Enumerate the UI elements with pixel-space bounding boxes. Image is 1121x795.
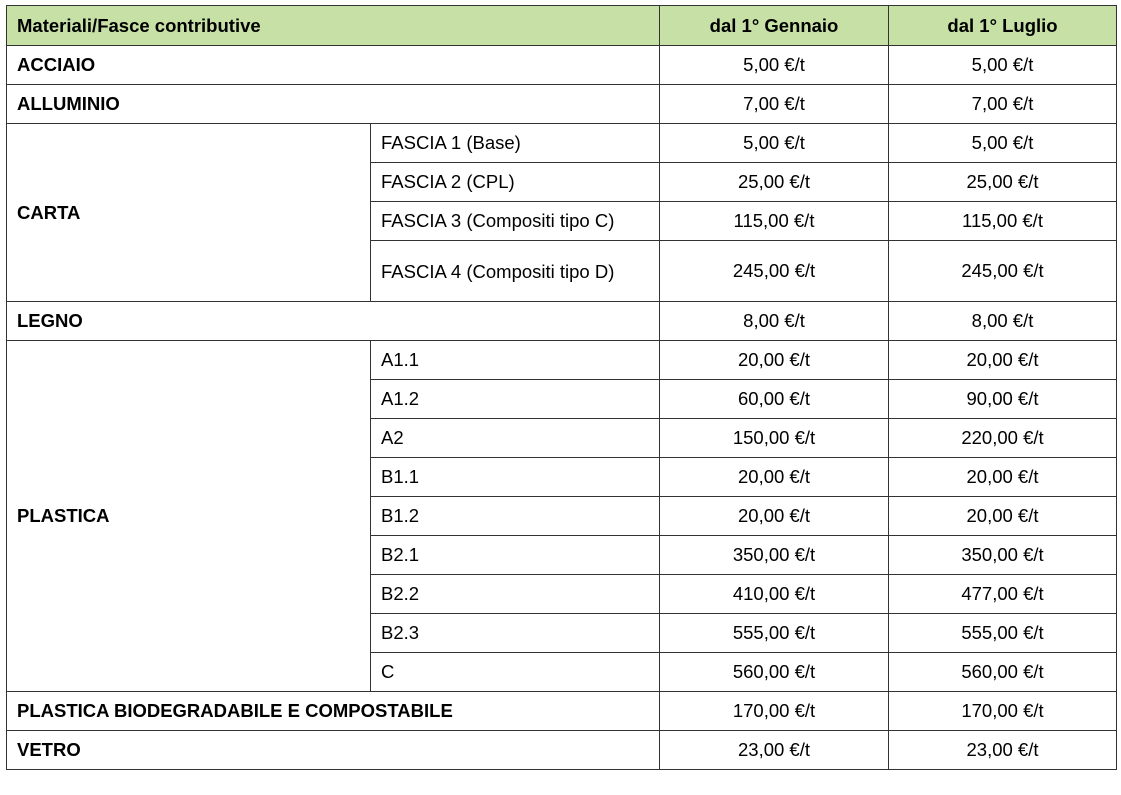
row-plastica-band <box>7 341 1117 380</box>
header-row <box>7 6 1117 46</box>
fee-july: 115,00 €/t <box>889 202 1117 241</box>
row-alluminio <box>7 85 1117 124</box>
fee-january: 115,00 €/t <box>660 202 889 241</box>
fee-january: 410,00 €/t <box>660 575 889 614</box>
band-label: B2.2 <box>371 575 660 614</box>
fee-january: 25,00 €/t <box>660 163 889 202</box>
fee-july: 20,00 €/t <box>889 497 1117 536</box>
fee-july: 245,00 €/t <box>889 241 1117 302</box>
fee-july: 555,00 €/t <box>889 614 1117 653</box>
band-label: A1.2 <box>371 380 660 419</box>
material-name: VETRO <box>7 731 660 770</box>
row-legno <box>7 302 1117 341</box>
band-label: FASCIA 1 (Base) <box>371 124 660 163</box>
material-name: ALLUMINIO <box>7 85 660 124</box>
fee-july: 23,00 €/t <box>889 731 1117 770</box>
fee-january: 170,00 €/t <box>660 692 889 731</box>
fee-january: 20,00 €/t <box>660 458 889 497</box>
fee-january: 560,00 €/t <box>660 653 889 692</box>
material-name: ACCIAIO <box>7 46 660 85</box>
row-plastica-biodegradabile <box>7 692 1117 731</box>
row-vetro <box>7 731 1117 770</box>
material-name: PLASTICA BIODEGRADABILE E COMPOSTABILE <box>7 692 660 731</box>
band-label: B1.1 <box>371 458 660 497</box>
fee-july: 5,00 €/t <box>889 46 1117 85</box>
fee-january: 150,00 €/t <box>660 419 889 458</box>
fee-january: 5,00 €/t <box>660 46 889 85</box>
header-materials: Materiali/Fasce contributive <box>7 6 660 46</box>
fee-january: 245,00 €/t <box>660 241 889 302</box>
fee-july: 350,00 €/t <box>889 536 1117 575</box>
fee-july: 20,00 €/t <box>889 341 1117 380</box>
fee-january: 20,00 €/t <box>660 341 889 380</box>
fee-january: 7,00 €/t <box>660 85 889 124</box>
band-label: B2.3 <box>371 614 660 653</box>
header-july: dal 1° Luglio <box>889 6 1117 46</box>
band-label: C <box>371 653 660 692</box>
fee-january: 5,00 €/t <box>660 124 889 163</box>
material-name: CARTA <box>7 124 371 302</box>
fee-july: 5,00 €/t <box>889 124 1117 163</box>
fee-january: 555,00 €/t <box>660 614 889 653</box>
band-label: A1.1 <box>371 341 660 380</box>
fee-july: 20,00 €/t <box>889 458 1117 497</box>
band-label: A2 <box>371 419 660 458</box>
fee-january: 350,00 €/t <box>660 536 889 575</box>
fee-january: 20,00 €/t <box>660 497 889 536</box>
material-name: LEGNO <box>7 302 660 341</box>
row-carta-band <box>7 124 1117 163</box>
fee-july: 170,00 €/t <box>889 692 1117 731</box>
fee-july: 8,00 €/t <box>889 302 1117 341</box>
band-label: FASCIA 4 (Compositi tipo D) <box>371 241 660 302</box>
fee-july: 7,00 €/t <box>889 85 1117 124</box>
band-label: FASCIA 3 (Compositi tipo C) <box>371 202 660 241</box>
band-label: B1.2 <box>371 497 660 536</box>
material-name: PLASTICA <box>7 341 371 692</box>
header-january: dal 1° Gennaio <box>660 6 889 46</box>
fee-july: 477,00 €/t <box>889 575 1117 614</box>
row-acciaio <box>7 46 1117 85</box>
contribution-fees-table <box>6 5 1117 770</box>
band-label: B2.1 <box>371 536 660 575</box>
fee-january: 8,00 €/t <box>660 302 889 341</box>
fee-july: 220,00 €/t <box>889 419 1117 458</box>
fee-july: 560,00 €/t <box>889 653 1117 692</box>
fee-january: 23,00 €/t <box>660 731 889 770</box>
fee-july: 90,00 €/t <box>889 380 1117 419</box>
band-label: FASCIA 2 (CPL) <box>371 163 660 202</box>
fee-january: 60,00 €/t <box>660 380 889 419</box>
fee-july: 25,00 €/t <box>889 163 1117 202</box>
